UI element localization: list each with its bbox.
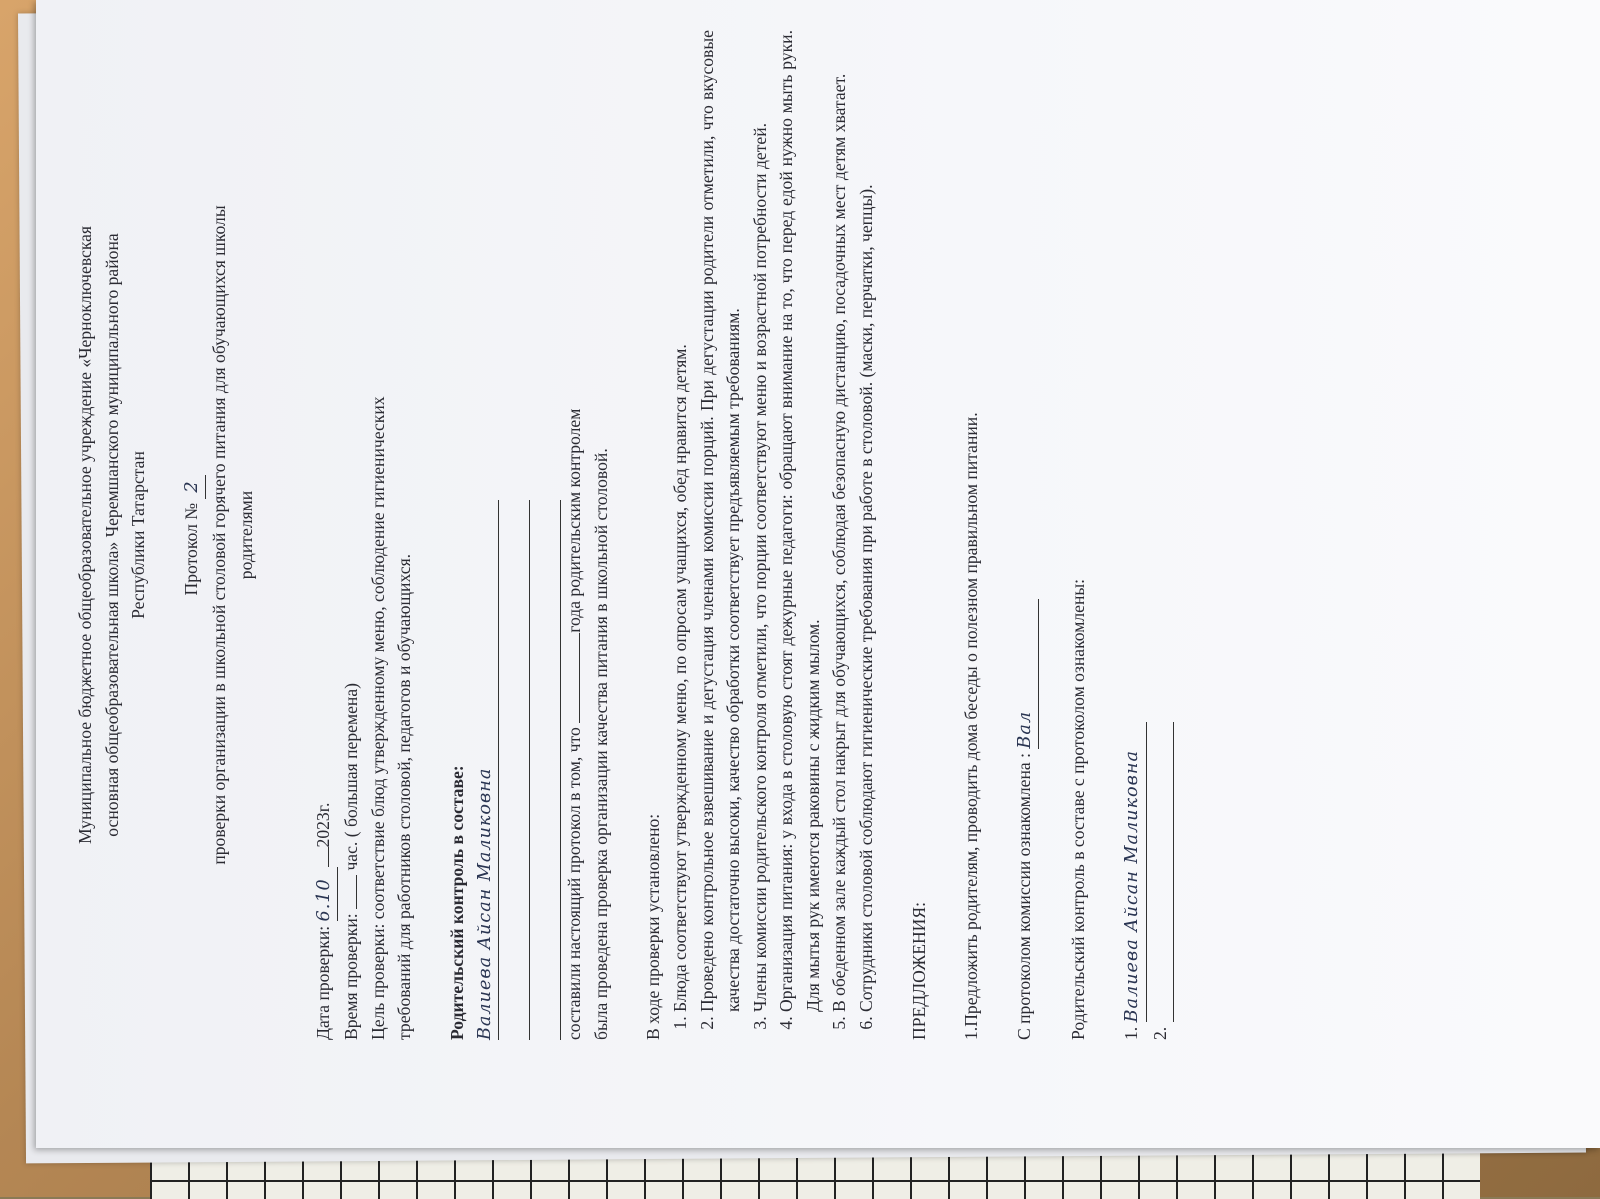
commission-blank-line-2 [530,500,561,1040]
statement-prefix: составили настоящий протокол в том, что [564,727,585,1040]
acknowledgement-label: С протоколом комиссии ознакомлена : [1013,753,1034,1040]
statement-line-1 [561,30,588,1040]
date-blank [328,847,329,867]
acknowledgement-line [1011,30,1040,1040]
header-line-2: основная общеобразовательная школа» Черемшанского муниципального района [101,233,122,837]
details-block [310,30,418,1040]
protocol-number: 2 [179,475,207,499]
proposal-item-1: 1.Предложить родителям, проводить дома беседы о полезном правильном питании. [961,412,982,1040]
statement-block [561,30,614,1040]
check-date [310,30,339,1040]
date-label: Дата проверки: [312,925,333,1040]
familiarized-item-2-blank [1147,722,1175,1022]
check-time [338,30,365,1040]
commission-block [444,30,561,1040]
commission-heading: Родительский контроль в составе: [446,765,467,1040]
statement-suffix: года родительским контролем [564,408,585,633]
familiarized-label: Родительский контроль в составе с протоколом ознакомлены: [1068,578,1089,1040]
statement-blank [579,633,580,723]
header-line-3: Республики Татарстан [128,451,149,619]
finding-item-5: 5. В обеденном зале каждый стол накрыт для обучающихся, соблюдая безопасную дистанцию, посадочных мест детям хватает. [826,30,853,1012]
time-text: час. ( большая перемена) [341,683,362,871]
familiarized-item-1-num: 1. [1121,1026,1142,1040]
finding-item-2: 2. Проведено контрольное взвешивание и дегустация членами комиссии порций. При дегустации родители отметили, что вкусовые качества достаточно высоки, качество обработки соответствует предъявляемым требованиям. [694,30,747,1012]
findings-intro: В ходе проверки установлено: [643,813,664,1040]
statement-line-2: была проведена проверка организации качества питания в школьной столовой. [590,448,611,1040]
finding-item-6: 6. Сотрудники столовой соблюдают гигиенические требования при работе в столовой. (маски, перчатки, чепцы). [853,30,880,1012]
familiarized-item-1-signature: Валиева Айсан Маликовна [1119,722,1147,1022]
date-value: 6.10 [311,867,339,921]
finding-item-3: 3. Члены комиссии родительского контроля отметили, что порции соответствуют меню и возрастной потребности детей. [747,30,774,1012]
protocol-title [178,30,207,1040]
findings-block [640,30,879,1040]
commission-member: Валиева Айсан Маликовна [472,500,500,1040]
finding-item-4: 4. Организация питания: у входа в столовую стоят дежурные педагоги: обращают внимание на то, что перед едой нужно мыть руки. Для мытья рук имеются раковины с жидким мылом. [773,30,826,1012]
document-page [36,0,1600,1148]
findings-list [667,30,880,1040]
date-year-suffix: г. [312,802,333,813]
check-goal-line-2: требований для работников столовой, педагогов и обучающихся. [394,553,415,1040]
acknowledgement-signature: Вал [1012,599,1040,749]
protocol-subtitle-line-2: родителями [235,490,256,580]
protocol-title-prefix: Протокол № [180,502,201,596]
time-blank [356,875,357,909]
check-goal-line-1: Цель проверки: соответствие блюд утвержденному меню, соблюдение гигиенических [367,396,388,1040]
header-line-1: Муниципальное бюджетное общеобразовательное учреждение «Черноключевская [75,225,95,845]
time-label: Время проверки: [341,913,362,1040]
proposals-heading: ПРЕДЛОЖЕНИЯ: [908,902,929,1040]
familiarized-item-1 [1118,30,1147,1040]
familiarized-item-2 [1147,30,1175,1040]
date-year: 2023 [312,812,333,848]
protocol-subtitle [206,30,259,1040]
header-block [72,30,152,1040]
finding-item-1: 1. Блюда соответствуют утвержденному меню, по опросам учащихся, обед нравится детям. [667,30,694,1012]
familiarized-item-2-num: 2. [1149,1026,1170,1040]
commission-blank-line-1 [499,500,530,1040]
document-content [72,30,1402,1040]
protocol-subtitle-line-1: проверки организации в школьной столовой горячего питания для обучающихся школы [209,205,230,865]
